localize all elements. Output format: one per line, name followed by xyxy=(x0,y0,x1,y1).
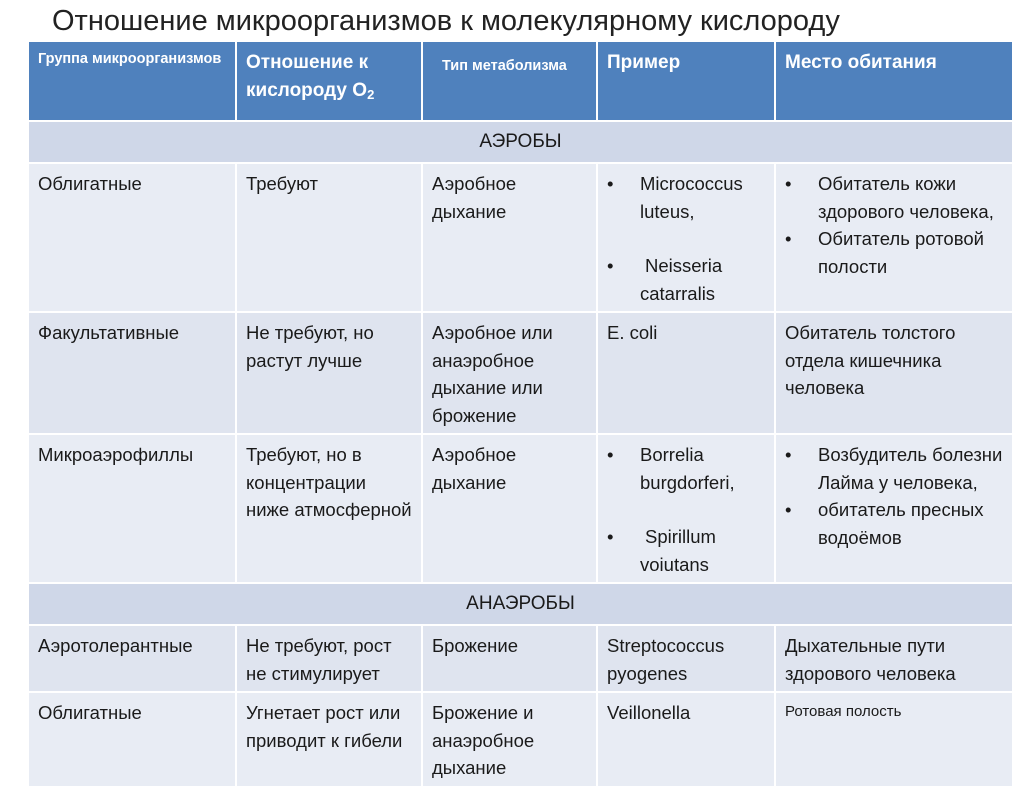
example-list xyxy=(607,170,766,307)
example-list xyxy=(607,441,766,578)
table-row xyxy=(28,434,1013,583)
cell-group: Облигатные xyxy=(28,163,236,312)
list-item: • Borrelia burgdorferi, xyxy=(607,441,766,496)
cell-example: E. coli xyxy=(597,312,775,434)
cell-metabolism: Брожение xyxy=(422,625,597,692)
cell-group: Микроаэрофиллы xyxy=(28,434,236,583)
cell-example xyxy=(597,163,775,312)
list-item xyxy=(607,252,766,307)
list-item: • Micrococcus luteus, xyxy=(607,170,766,225)
header-relation-text: Отношение к кислороду О xyxy=(246,52,369,101)
section-label-aerobes: АЭРОБЫ xyxy=(28,121,1013,163)
cell-example: Streptococcus pyogenes xyxy=(597,625,775,692)
header-metabolism-text: Тип метаболизма xyxy=(442,58,567,74)
header-group: Группа микроорганизмов xyxy=(28,41,236,121)
cell-relation: Не требуют, но растут лучше xyxy=(236,312,422,434)
section-label-anaerobes: АНАЭРОБЫ xyxy=(28,583,1013,625)
list-item-text: Spirillum voiutans xyxy=(640,526,716,575)
table-row xyxy=(28,625,1013,692)
cell-example: Veillonella xyxy=(597,692,775,787)
list-item: • Возбудитель болезни Лайма у человека, xyxy=(785,441,1004,496)
cell-metabolism: Аэробное или анаэробное дыхание или брожение xyxy=(422,312,597,434)
header-metabolism xyxy=(422,41,597,121)
cell-habitat xyxy=(775,163,1013,312)
cell-group: Факультативные xyxy=(28,312,236,434)
cell-example xyxy=(597,434,775,583)
cell-metabolism: Аэробное дыхание xyxy=(422,434,597,583)
list-item xyxy=(607,523,766,578)
table-row xyxy=(28,692,1013,787)
cell-group: Облигатные xyxy=(28,692,236,787)
cell-metabolism: Брожение и анаэробное дыхание xyxy=(422,692,597,787)
habitat-list xyxy=(785,170,1004,280)
cell-relation: Не требуют, рост не стимулирует xyxy=(236,625,422,692)
cell-relation: Требуют, но в концентрации ниже атмосферной xyxy=(236,434,422,583)
table-row xyxy=(28,312,1013,434)
cell-habitat: Дыхательные пути здорового человека xyxy=(775,625,1013,692)
list-item-text: Neisseria catarralis xyxy=(640,255,723,304)
cell-relation: Требуют xyxy=(236,163,422,312)
header-example: Пример xyxy=(597,41,775,121)
page-title: Отношение микроорганизмов к молекулярному кислороду xyxy=(52,5,840,37)
cell-habitat: Обитатель толстого отдела кишечника человека xyxy=(775,312,1013,434)
cell-habitat: Ротовая полость xyxy=(775,692,1013,787)
header-relation xyxy=(236,41,422,121)
list-item: • Обитатель ротовой полости xyxy=(785,225,1004,280)
habitat-list xyxy=(785,441,1004,551)
section-row-aerobes xyxy=(28,121,1013,163)
section-row-anaerobes xyxy=(28,583,1013,625)
table-row xyxy=(28,163,1013,312)
list-item: • обитатель пресных водоёмов xyxy=(785,496,1004,551)
header-habitat: Место обитания xyxy=(775,41,1013,121)
cell-habitat xyxy=(775,434,1013,583)
microorganisms-oxygen-table xyxy=(27,40,1014,788)
table-header-row xyxy=(28,41,1013,121)
header-relation-subscript: 2 xyxy=(367,87,375,102)
cell-relation: Угнетает рост или приводит к гибели xyxy=(236,692,422,787)
cell-metabolism: Аэробное дыхание xyxy=(422,163,597,312)
list-item: • Обитатель кожи здорового человека, xyxy=(785,170,1004,225)
cell-group: Аэротолерантные xyxy=(28,625,236,692)
